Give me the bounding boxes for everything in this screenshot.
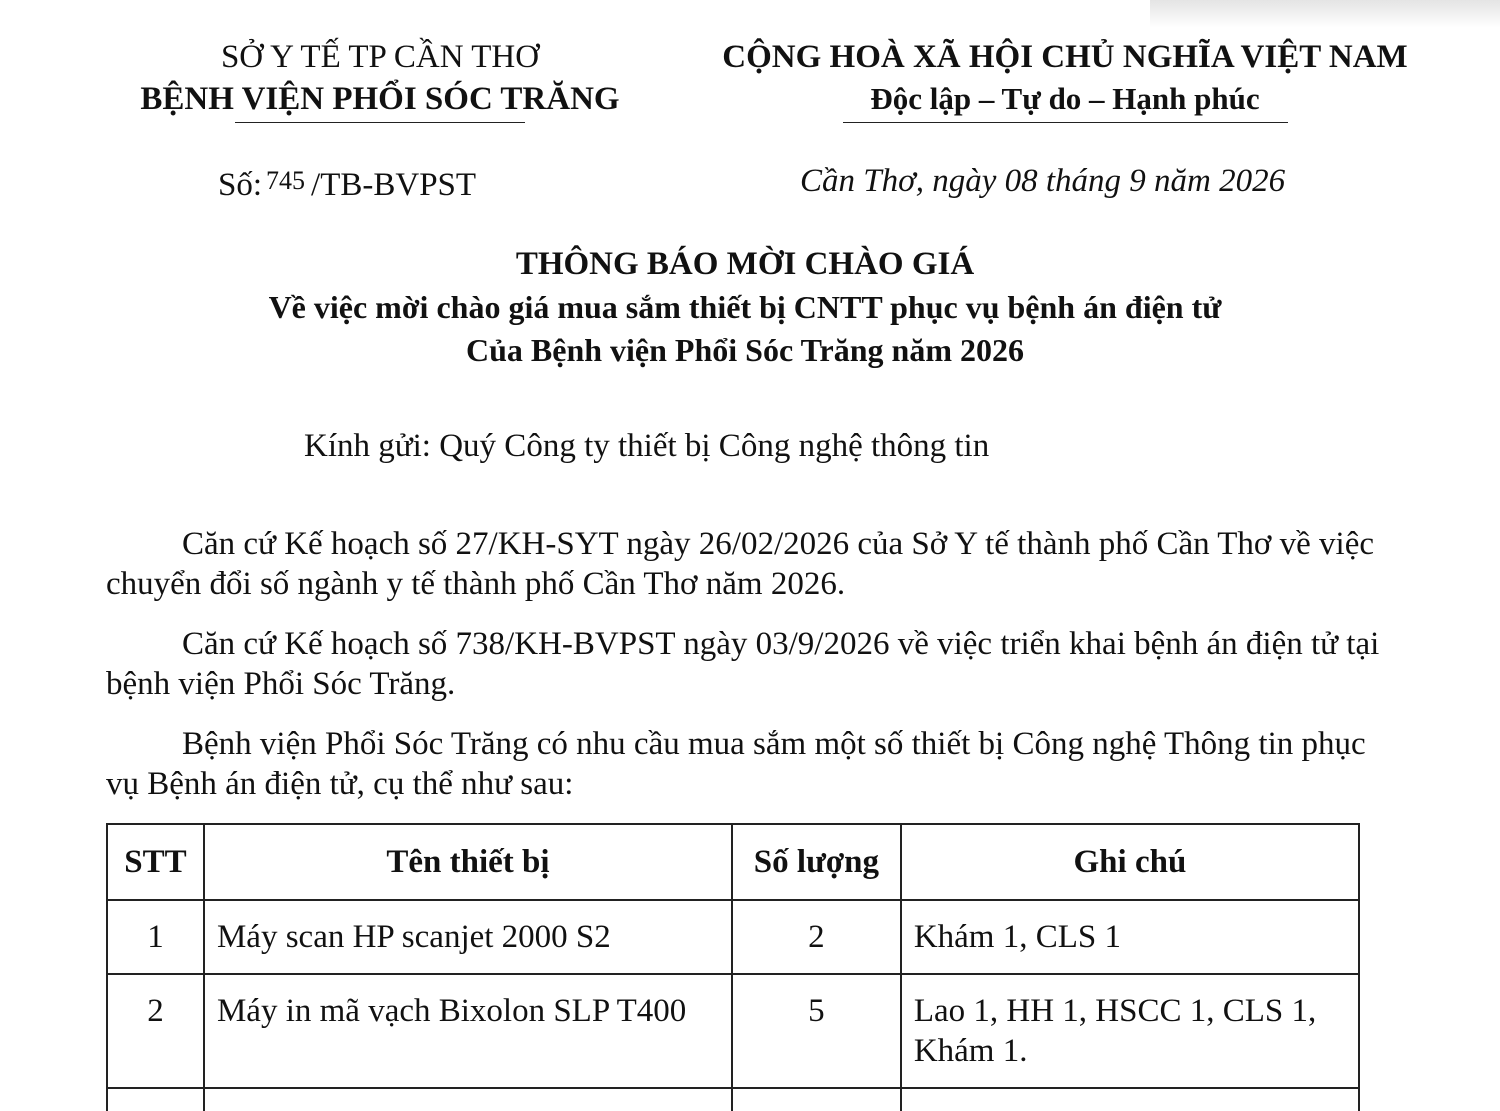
page-edge-shadow xyxy=(1150,0,1500,28)
cell-empty xyxy=(107,1088,204,1111)
doc-number-prefix: Số: xyxy=(218,167,263,203)
cell-empty xyxy=(204,1088,732,1111)
cell-empty xyxy=(732,1088,901,1111)
recipient-line: Kính gửi: Quý Công ty thiết bị Công nghệ thông tin xyxy=(304,428,990,464)
cell-device-name: Máy scan HP scanjet 2000 S2 xyxy=(204,900,732,974)
header-device-name: Tên thiết bị xyxy=(204,824,732,900)
issuing-agency xyxy=(60,36,700,123)
header-notes: Ghi chú xyxy=(901,824,1359,900)
cell-notes: Lao 1, HH 1, HSCC 1, CLS 1, Khám 1. xyxy=(901,974,1359,1088)
cell-device-name: Máy in mã vạch Bixolon SLP T400 xyxy=(204,974,732,1088)
paragraph-3: Bệnh viện Phổi Sóc Trăng có nhu cầu mua sắm một số thiết bị Công nghệ Thông tin phục vụ Bệnh án điện tử, cụ thể như sau: xyxy=(106,726,1366,802)
table-row-cut-off xyxy=(107,1088,1359,1111)
cell-stt: 2 xyxy=(107,974,204,1088)
motto: Độc lập – Tự do – Hạnh phúc xyxy=(870,81,1260,116)
hospital-name: BỆNH VIỆN PHỔI SÓC TRĂNG xyxy=(140,81,620,117)
table-header-row xyxy=(107,824,1359,900)
body-text xyxy=(106,524,1396,824)
cell-stt: 1 xyxy=(107,900,204,974)
document-title xyxy=(0,243,1490,372)
national-motto xyxy=(660,36,1470,123)
cell-empty xyxy=(901,1088,1359,1111)
header-stt: STT xyxy=(107,824,204,900)
title-line-3: Của Bệnh viện Phổi Sóc Trăng năm 2026 xyxy=(465,332,1024,368)
paragraph-2: Căn cứ Kế hoạch số 738/KH-BVPST ngày 03/9/2026 về việc triển khai bệnh án điện tử tại bệnh viện Phổi Sóc Trăng. xyxy=(106,626,1380,702)
title-line-1: THÔNG BÁO MỜI CHÀO GIÁ xyxy=(515,246,975,282)
header-quantity: Số lượng xyxy=(732,824,901,900)
document-date: Cần Thơ, ngày 08 tháng 9 năm 2026 xyxy=(800,163,1286,199)
motto-underline xyxy=(843,122,1288,123)
title-line-2: Về việc mời chào giá mua sắm thiết bị CNTT phục vụ bệnh án điện tử xyxy=(268,289,1222,325)
cell-notes: Khám 1, CLS 1 xyxy=(901,900,1359,974)
doc-number-value: 745 xyxy=(266,166,306,195)
agency-underline xyxy=(235,122,525,123)
equipment-table xyxy=(106,823,1360,1111)
parent-agency: SỞ Y TẾ TP CẦN THƠ xyxy=(220,39,540,75)
cell-quantity: 2 xyxy=(732,900,901,974)
country-name: CỘNG HOÀ XÃ HỘI CHỦ NGHĨA VIỆT NAM xyxy=(722,39,1408,75)
document-number xyxy=(218,160,476,206)
doc-number-suffix: /TB-BVPST xyxy=(311,167,477,203)
cell-quantity: 5 xyxy=(732,974,901,1088)
table-row xyxy=(107,974,1359,1088)
table-row xyxy=(107,900,1359,974)
paragraph-1: Căn cứ Kế hoạch số 27/KH-SYT ngày 26/02/2026 của Sở Y tế thành phố Cần Thơ về việc chuyển đổi số ngành y tế thành phố Cần Thơ năm 2026. xyxy=(106,526,1374,602)
